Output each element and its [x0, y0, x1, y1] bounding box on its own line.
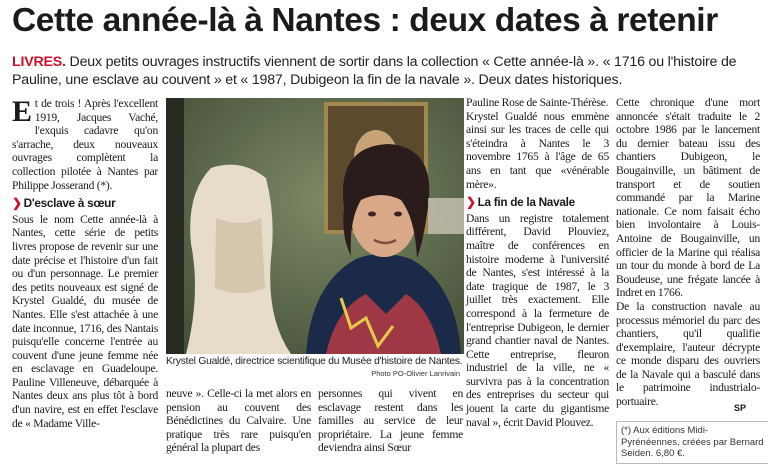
column-4 — [466, 96, 609, 429]
drop-cap: E — [12, 95, 32, 128]
subheading-label: D'esclave à sœur — [23, 196, 116, 211]
col4-paragraph-3: Dans un registre totalement différent, David Plouviez, maître de conférences en histoire moderne à l'université de Nantes, s'est intéressé à la date tragique de 1987, le 3 juillet très exactement. Elle correspond à la fermeture de l'entreprise Dubigeon, le dernier grand chantier naval de Nantes. Cette entreprise, fleuron industriel de la ville, ne « survivra pas à la concentration des entreprises du secteur qui jouent la carte du gigantisme naval », écrit David Plouvez. — [466, 211, 609, 429]
col5-paragraph-2: De la construction navale au processus mémoriel du parc des chantiers, qu'il qualifie d'exemplaire, l'auteur décrypte ce monde disparu des ouvriers de la Navale qui a basculé dans le patrimoine industrialo-portuaire. — [616, 299, 760, 409]
photo-illustration — [166, 98, 464, 354]
intro-text: Deux petits ouvrages instructifs viennent de sortir dans la collection « Cette année-là ». « 1716 ou l'histoire de Pauline, une esclave au couvent » et « 1987, Dubigeon la fin de la navale ». Deux dates historiques. — [12, 54, 737, 88]
col2-text: neuve ». Celle-ci la met alors en pension au couvent des Bénédictines du Calvaire. Une pratique très rare puisqu'en général la plupart des — [166, 387, 311, 455]
intro-kicker: LIVRES. — [12, 54, 66, 70]
subheading-esclave — [12, 197, 158, 211]
portrait-photo — [166, 98, 464, 354]
chevron-right-icon: ❯ — [12, 196, 22, 211]
col1-text-1: t de trois ! Après l'excellent 1919, Jacques Vaché, l'exquis cadavre qu'on s'arrache, deux nouveaux ouvrages complètent la collection pilotée à Nantes par Philippe Josserand (*). — [12, 97, 158, 192]
chevron-right-icon: ❯ — [466, 195, 476, 210]
col1-paragraph-2: Sous le nom Cette année-là à Nantes, cette série de petits livres propose de revenir sur une date précise et l'histoire d'un fait ou d'un personnage. Le premier des petits nouveaux est signé de Krystel Gualdé, du musée de Nantes. Elle s'est attachée à une date inconnue, 1716, des Nantais puisqu'elle concerne l'entrée au couvent d'une jeune femme née en esclavage en Guadeloupe. Pauline Villeneuve, débarquée à Nantes deux ans plus tôt à bord d'un navire, est en effet l'esclave de « Madame Ville- — [12, 212, 158, 430]
col4-paragraph-1: Pauline Rose de Sainte-Thérèse. — [466, 96, 609, 109]
col4-paragraph-2: Krystel Gualdé nous emmène ainsi sur les traces de celle qui s'éteindra à Nantes le 3 novembre 1765 à l'âge de 65 ans en tant que «vénérable mère». — [466, 109, 609, 191]
col1-paragraph-1 — [12, 97, 158, 192]
intro-paragraph — [12, 54, 760, 89]
headline: Cette année-là à Nantes : deux dates à retenir — [12, 2, 718, 39]
col3-text: personnes qui vivent en esclavage restent dans les familles au service de leur propriétaire. La jeune femme deviendra ainsi Sœur — [318, 387, 463, 455]
column-3 — [318, 387, 463, 455]
photo-caption: Krystel Gualdé, directrice scientifique du Musée d'histoire de Nantes. — [166, 356, 463, 367]
col5-paragraph-1: Cette chronique d'une mort annoncée s'était traduite le 2 octobre 1986 par le lancement du dernier bateau issu des chantiers Dubigeon, le Bougainville, un bâtiment de transport et de soutien commandé par la Marine nationale. Ce nom faisait écho bien involontaire à Louis-Antoine de Bougainville, un officier de la Marine qui réalisa un tour du monde à bord de La Boudeuse, une frégate lancée à Indret en 1766. — [616, 96, 760, 300]
footnote-box: (*) Aux éditions Midi-Pyrénéennes, créées par Bernard Seiden. 6,80 €. — [616, 421, 768, 464]
author-signature: SP — [734, 403, 747, 413]
column-2 — [166, 387, 311, 455]
column-1 — [12, 97, 158, 430]
photo-credit: Photo PO-Olivier Lanrivain — [371, 369, 460, 378]
subheading-label: La fin de la Navale — [477, 195, 575, 210]
subheading-navale — [466, 196, 609, 210]
column-5 — [616, 96, 760, 409]
